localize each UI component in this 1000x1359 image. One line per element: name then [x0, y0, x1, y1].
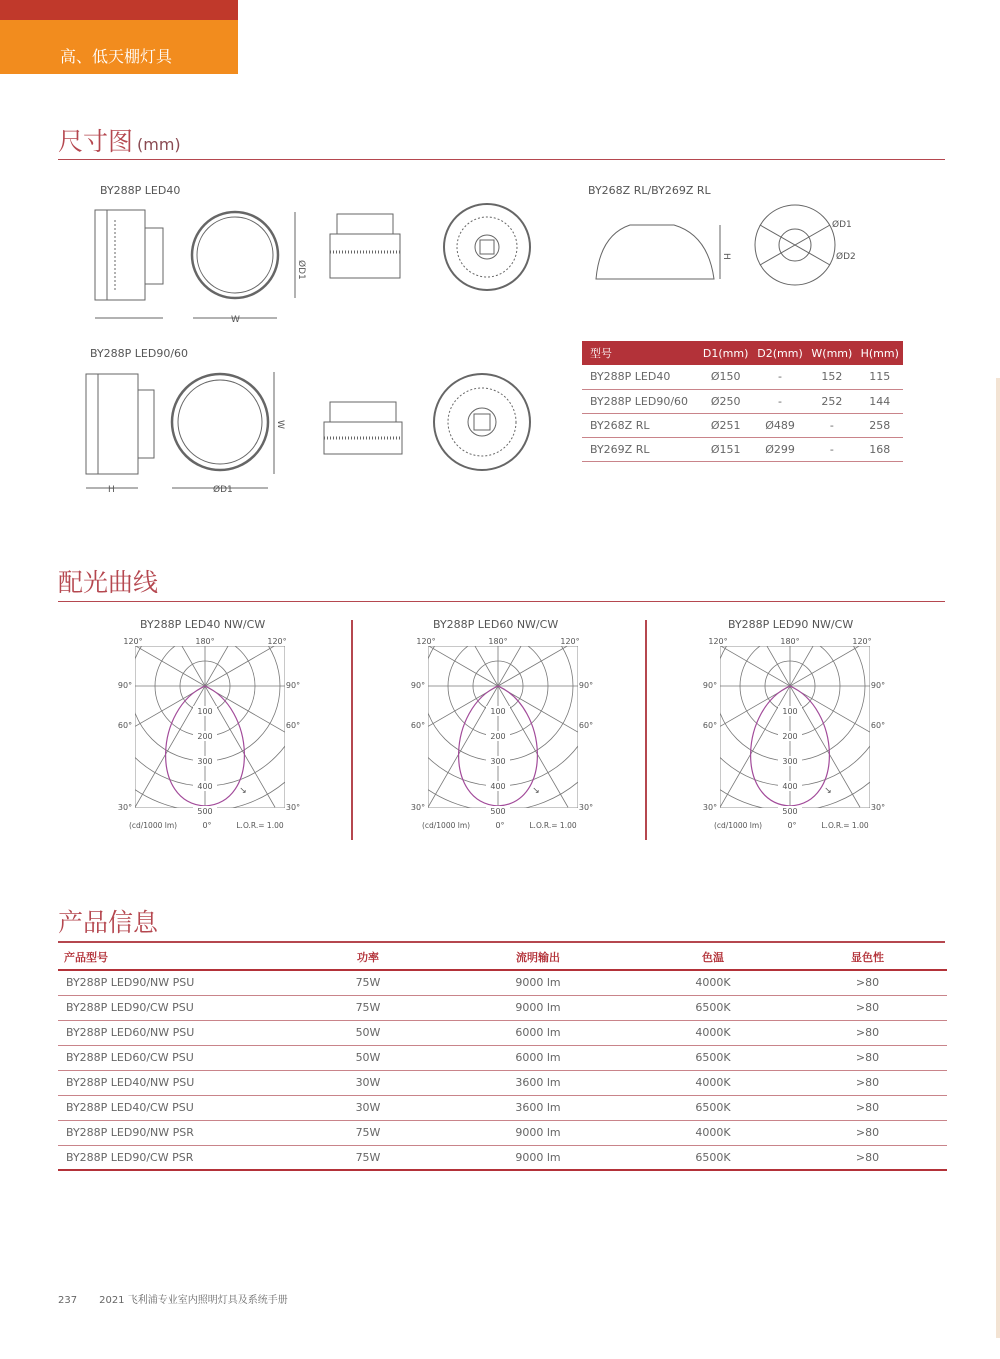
prod-cell: BY288P LED90/NW PSU: [58, 970, 298, 995]
polar-diagram: [700, 638, 900, 838]
product-table-header: [58, 944, 947, 970]
prod-cell: >80: [788, 1145, 947, 1170]
table-row: [582, 389, 903, 413]
unit-label: (cd/1000 lm): [713, 821, 763, 830]
lor-label: L.O.R.= 1.00: [821, 821, 869, 830]
footer: [58, 1291, 288, 1306]
prod-cell: >80: [788, 1020, 947, 1045]
prod-cell: BY288P LED90/NW PSR: [58, 1120, 298, 1145]
prod-cell: BY288P LED40/NW PSU: [58, 1070, 298, 1095]
angle-label: 60°: [578, 721, 594, 730]
prod-cell: 3600 lm: [438, 1095, 638, 1120]
dim-cell: Ø151: [698, 437, 752, 461]
page-number: 237: [58, 1295, 78, 1306]
table-row: [58, 1045, 947, 1070]
angle-label: 60°: [410, 721, 426, 730]
polar-curve-title: BY288P LED40 NW/CW: [140, 618, 266, 631]
prod-cell: 9000 lm: [438, 1145, 638, 1170]
dim-cell: 152: [807, 365, 856, 389]
prod-cell: >80: [788, 995, 947, 1020]
prod-cell: 9000 lm: [438, 970, 638, 995]
prod-header-cct: 色温: [638, 944, 788, 970]
curve-separator: [351, 620, 353, 840]
ring-label: 500: [490, 807, 506, 816]
ring-label: 100: [197, 707, 213, 716]
angle-label: 180°: [195, 638, 215, 646]
angle-label: 180°: [488, 638, 508, 646]
prod-cell: 75W: [298, 1120, 438, 1145]
direction-arrow: ↘: [239, 786, 247, 796]
prod-header-lumen: 流明输出: [438, 944, 638, 970]
angle-label: 120°: [852, 638, 872, 646]
header-tab-label: 高、低天棚灯具: [60, 47, 173, 66]
led40-drawings: [85, 200, 545, 330]
angle-label: 30°: [870, 803, 886, 812]
ring-label: 400: [490, 782, 506, 791]
prod-cell: 9000 lm: [438, 1120, 638, 1145]
prod-cell: >80: [788, 1095, 947, 1120]
footer-text: 2021 飞利浦专业室内照明灯具及系统手册: [99, 1295, 288, 1306]
table-row: [58, 1070, 947, 1095]
ring-label: 500: [782, 807, 798, 816]
angle-label: 30°: [578, 803, 594, 812]
prod-cell: 75W: [298, 995, 438, 1020]
led40-dim-w: W: [231, 315, 240, 325]
prod-cell: >80: [788, 1120, 947, 1145]
dim-cell: 144: [857, 389, 903, 413]
angle-label: 180°: [780, 638, 800, 646]
prod-cell: 30W: [298, 1070, 438, 1095]
led40-label: BY288P LED40: [100, 184, 181, 197]
angle-label: 30°: [410, 803, 426, 812]
reflector-drawings: [590, 195, 890, 295]
prod-cell: BY288P LED60/NW PSU: [58, 1020, 298, 1045]
dim-header-d1: D1(mm): [698, 341, 752, 365]
ring-label: 100: [490, 707, 506, 716]
prod-cell: 75W: [298, 970, 438, 995]
ring-label: 200: [782, 732, 798, 741]
dim-cell: Ø251: [698, 413, 752, 437]
dimensions-unit: (mm): [137, 135, 181, 154]
prod-cell: 4000K: [638, 1020, 788, 1045]
dim-cell: 115: [857, 365, 903, 389]
dimensions-rule: [58, 159, 945, 160]
dim-cell: -: [753, 365, 807, 389]
table-row: [58, 995, 947, 1020]
dim-header-d2: D2(mm): [753, 341, 807, 365]
table-row: [58, 1145, 947, 1170]
dim-cell: -: [807, 413, 856, 437]
dim-cell: Ø489: [753, 413, 807, 437]
prod-header-power: 功率: [298, 944, 438, 970]
ring-label: 500: [197, 807, 213, 816]
ring-label: 200: [490, 732, 506, 741]
prod-cell: 3600 lm: [438, 1070, 638, 1095]
lor-label: L.O.R.= 1.00: [529, 821, 577, 830]
light-distribution-rule: [58, 601, 945, 602]
angle-label: 60°: [702, 721, 718, 730]
reflector-dim-h: H: [721, 253, 731, 260]
reflector-label: BY268Z RL/BY269Z RL: [588, 184, 711, 197]
prod-cell: 6500K: [638, 1045, 788, 1070]
prod-cell: 6500K: [638, 1095, 788, 1120]
angle-label: 120°: [416, 638, 436, 646]
dim-cell: Ø299: [753, 437, 807, 461]
angle-label: 120°: [560, 638, 580, 646]
angle-label: 90°: [410, 681, 426, 690]
angle-label: 30°: [117, 803, 133, 812]
unit-label: (cd/1000 lm): [128, 821, 178, 830]
unit-label: (cd/1000 lm): [421, 821, 471, 830]
angle-label: 90°: [117, 681, 133, 690]
angle-label: 30°: [702, 803, 718, 812]
prod-header-cri: 显色性: [788, 944, 947, 970]
dim-cell: BY268Z RL: [582, 413, 698, 437]
table-row: [58, 1020, 947, 1045]
dimension-table-header: [582, 341, 903, 365]
led9060-drawings: [78, 362, 548, 497]
product-table: [58, 944, 947, 1171]
dim-cell: Ø250: [698, 389, 752, 413]
direction-arrow: ↘: [824, 786, 832, 796]
prod-cell: BY288P LED90/CW PSU: [58, 995, 298, 1020]
dim-header-w: W(mm): [807, 341, 856, 365]
prod-cell: 30W: [298, 1095, 438, 1120]
light-distribution-title: 配光曲线: [58, 568, 159, 597]
prod-cell: 4000K: [638, 970, 788, 995]
angle-label: 60°: [870, 721, 886, 730]
reflector-dim-d1: ØD1: [832, 220, 852, 230]
header-tab-top: [0, 0, 238, 20]
angle-label: 90°: [702, 681, 718, 690]
angle-label: 0°: [202, 821, 212, 830]
angle-label: 60°: [117, 721, 133, 730]
table-row: [58, 1095, 947, 1120]
dim-cell: -: [807, 437, 856, 461]
dimension-table: [582, 341, 903, 462]
led9060-dim-d1: ØD1: [213, 485, 233, 495]
dim-cell: BY269Z RL: [582, 437, 698, 461]
led9060-dim-h: H: [108, 485, 115, 495]
reflector-dim-d2: ØD2: [836, 252, 856, 262]
ring-label: 400: [782, 782, 798, 791]
dim-cell: Ø150: [698, 365, 752, 389]
prod-header-model: 产品型号: [58, 944, 298, 970]
dim-cell: 252: [807, 389, 856, 413]
angle-label: 30°: [285, 803, 301, 812]
ring-label: 400: [197, 782, 213, 791]
dimensions-title-text: 尺寸图: [58, 127, 134, 156]
angle-label: 60°: [285, 721, 301, 730]
prod-cell: BY288P LED60/CW PSU: [58, 1045, 298, 1070]
table-row: [58, 1120, 947, 1145]
lor-label: L.O.R.= 1.00: [236, 821, 284, 830]
angle-label: 120°: [267, 638, 287, 646]
angle-label: 90°: [285, 681, 301, 690]
prod-cell: BY288P LED90/CW PSR: [58, 1145, 298, 1170]
dim-cell: BY288P LED90/60: [582, 389, 698, 413]
prod-cell: 4000K: [638, 1070, 788, 1095]
prod-cell: 4000K: [638, 1120, 788, 1145]
dim-cell: 258: [857, 413, 903, 437]
table-row: [582, 437, 903, 461]
angle-label: 120°: [708, 638, 728, 646]
angle-label: 90°: [578, 681, 594, 690]
led40-dim-d: ØD1: [296, 260, 306, 280]
table-row: [582, 413, 903, 437]
prod-cell: 9000 lm: [438, 995, 638, 1020]
table-row: [582, 365, 903, 389]
angle-label: 120°: [123, 638, 143, 646]
ring-label: 300: [490, 757, 506, 766]
angle-label: 90°: [870, 681, 886, 690]
curve-separator: [645, 620, 647, 840]
dim-header-model: 型号: [582, 341, 698, 365]
prod-cell: 6500K: [638, 995, 788, 1020]
page-edge-strip: [996, 378, 1000, 1338]
prod-cell: 50W: [298, 1020, 438, 1045]
ring-label: 100: [782, 707, 798, 716]
dim-cell: -: [753, 389, 807, 413]
prod-cell: 6000 lm: [438, 1020, 638, 1045]
product-info-rule: [58, 941, 945, 943]
ring-label: 300: [782, 757, 798, 766]
prod-cell: 75W: [298, 1145, 438, 1170]
polar-diagram: [115, 638, 315, 838]
prod-cell: >80: [788, 1070, 947, 1095]
ring-label: 200: [197, 732, 213, 741]
prod-cell: 6000 lm: [438, 1045, 638, 1070]
polar-curve-title: BY288P LED90 NW/CW: [728, 618, 854, 631]
direction-arrow: ↘: [532, 786, 540, 796]
product-info-title: 产品信息: [58, 908, 159, 937]
table-row: [58, 970, 947, 995]
prod-cell: >80: [788, 970, 947, 995]
dimensions-title: [58, 122, 181, 158]
prod-cell: >80: [788, 1045, 947, 1070]
polar-diagram: [408, 638, 608, 838]
angle-label: 0°: [787, 821, 797, 830]
prod-cell: 50W: [298, 1045, 438, 1070]
prod-cell: BY288P LED40/CW PSU: [58, 1095, 298, 1120]
ring-label: 300: [197, 757, 213, 766]
angle-label: 0°: [495, 821, 505, 830]
led9060-dim-w: W: [275, 420, 285, 429]
polar-curve-title: BY288P LED60 NW/CW: [433, 618, 559, 631]
dim-cell: BY288P LED40: [582, 365, 698, 389]
prod-cell: 6500K: [638, 1145, 788, 1170]
led9060-label: BY288P LED90/60: [90, 347, 189, 360]
dim-header-h: H(mm): [857, 341, 903, 365]
dim-cell: 168: [857, 437, 903, 461]
